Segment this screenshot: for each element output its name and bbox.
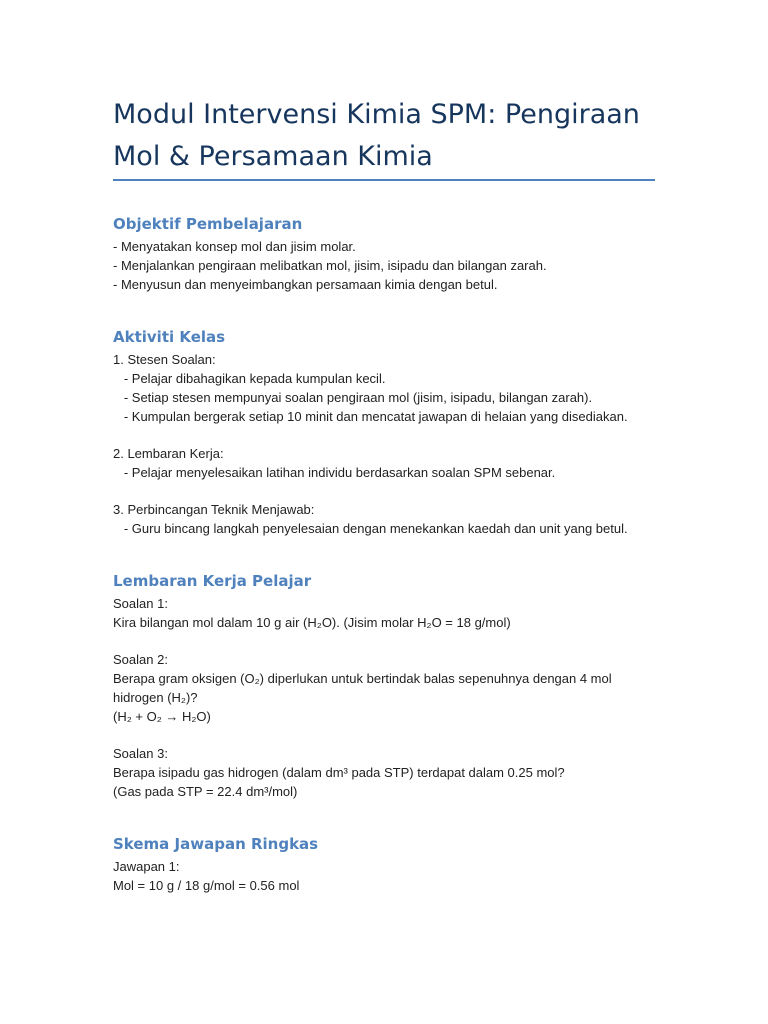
body-line: - Guru bincang langkah penyelesaian dengan menekankan kaedah dan unit yang betul. (113, 521, 628, 536)
section-aktiviti-kelas (113, 294, 658, 538)
body-line: Berapa isipadu gas hidrogen (dalam dm³ pada STP) terdapat dalam 0.25 mol? (113, 765, 565, 780)
body-line: Jawapan 1: (113, 859, 180, 874)
body-line: (H₂ + O₂ → H₂O) (113, 709, 211, 724)
body-line: Mol = 10 g / 18 g/mol = 0.56 mol (113, 878, 300, 893)
page-title: Modul Intervensi Kimia SPM: Pengiraan Mol & Persamaan Kimia (113, 99, 640, 172)
blank-line (113, 632, 658, 650)
document-body (113, 196, 658, 895)
body-line: Kira bilangan mol dalam 10 g air (H₂O). (Jisim molar H₂O = 18 g/mol) (113, 615, 511, 630)
section-heading: Lembaran Kerja Pelajar (113, 572, 312, 590)
section-skema-jawapan-ringkas (113, 801, 658, 895)
title-underline (113, 179, 655, 181)
body-line: (Gas pada STP = 22.4 dm³/mol) (113, 784, 298, 799)
body-line: - Pelajar menyelesaikan latihan individu berdasarkan soalan SPM sebenar. (113, 465, 556, 480)
section-lembaran-kerja-pelajar (113, 538, 658, 801)
body-line: - Menjalankan pengiraan melibatkan mol, jisim, isipadu dan bilangan zarah. (113, 258, 547, 273)
body-line: - Setiap stesen mempunyai soalan pengiraan mol (jisim, isipadu, bilangan zarah). (113, 390, 593, 405)
blank-line (113, 426, 658, 444)
body-line: - Menyusun dan menyeimbangkan persamaan kimia dengan betul. (113, 277, 498, 292)
blank-line (113, 726, 658, 744)
body-line: Berapa gram oksigen (O₂) diperlukan untuk bertindak balas sepenuhnya dengan 4 mol hidrogen (H₂)? (113, 671, 616, 705)
body-line: - Kumpulan bergerak setiap 10 minit dan mencatat jawapan di helaian yang disediakan. (113, 409, 628, 424)
body-line: 1. Stesen Soalan: (113, 352, 216, 367)
body-line: - Menyatakan konsep mol dan jisim molar. (113, 239, 356, 254)
body-line: Soalan 3: (113, 746, 168, 761)
section-objektif-pembelajaran (113, 196, 658, 294)
body-line: Soalan 2: (113, 652, 168, 667)
body-line: 2. Lembaran Kerja: (113, 446, 224, 461)
blank-line (113, 482, 658, 500)
section-heading: Objektif Pembelajaran (113, 215, 303, 233)
body-line: Soalan 1: (113, 596, 168, 611)
body-line: - Pelajar dibahagikan kepada kumpulan kecil. (113, 371, 386, 386)
body-line: 3. Perbincangan Teknik Menjawab: (113, 502, 315, 517)
section-heading: Skema Jawapan Ringkas (113, 835, 319, 853)
section-heading: Aktiviti Kelas (113, 328, 226, 346)
